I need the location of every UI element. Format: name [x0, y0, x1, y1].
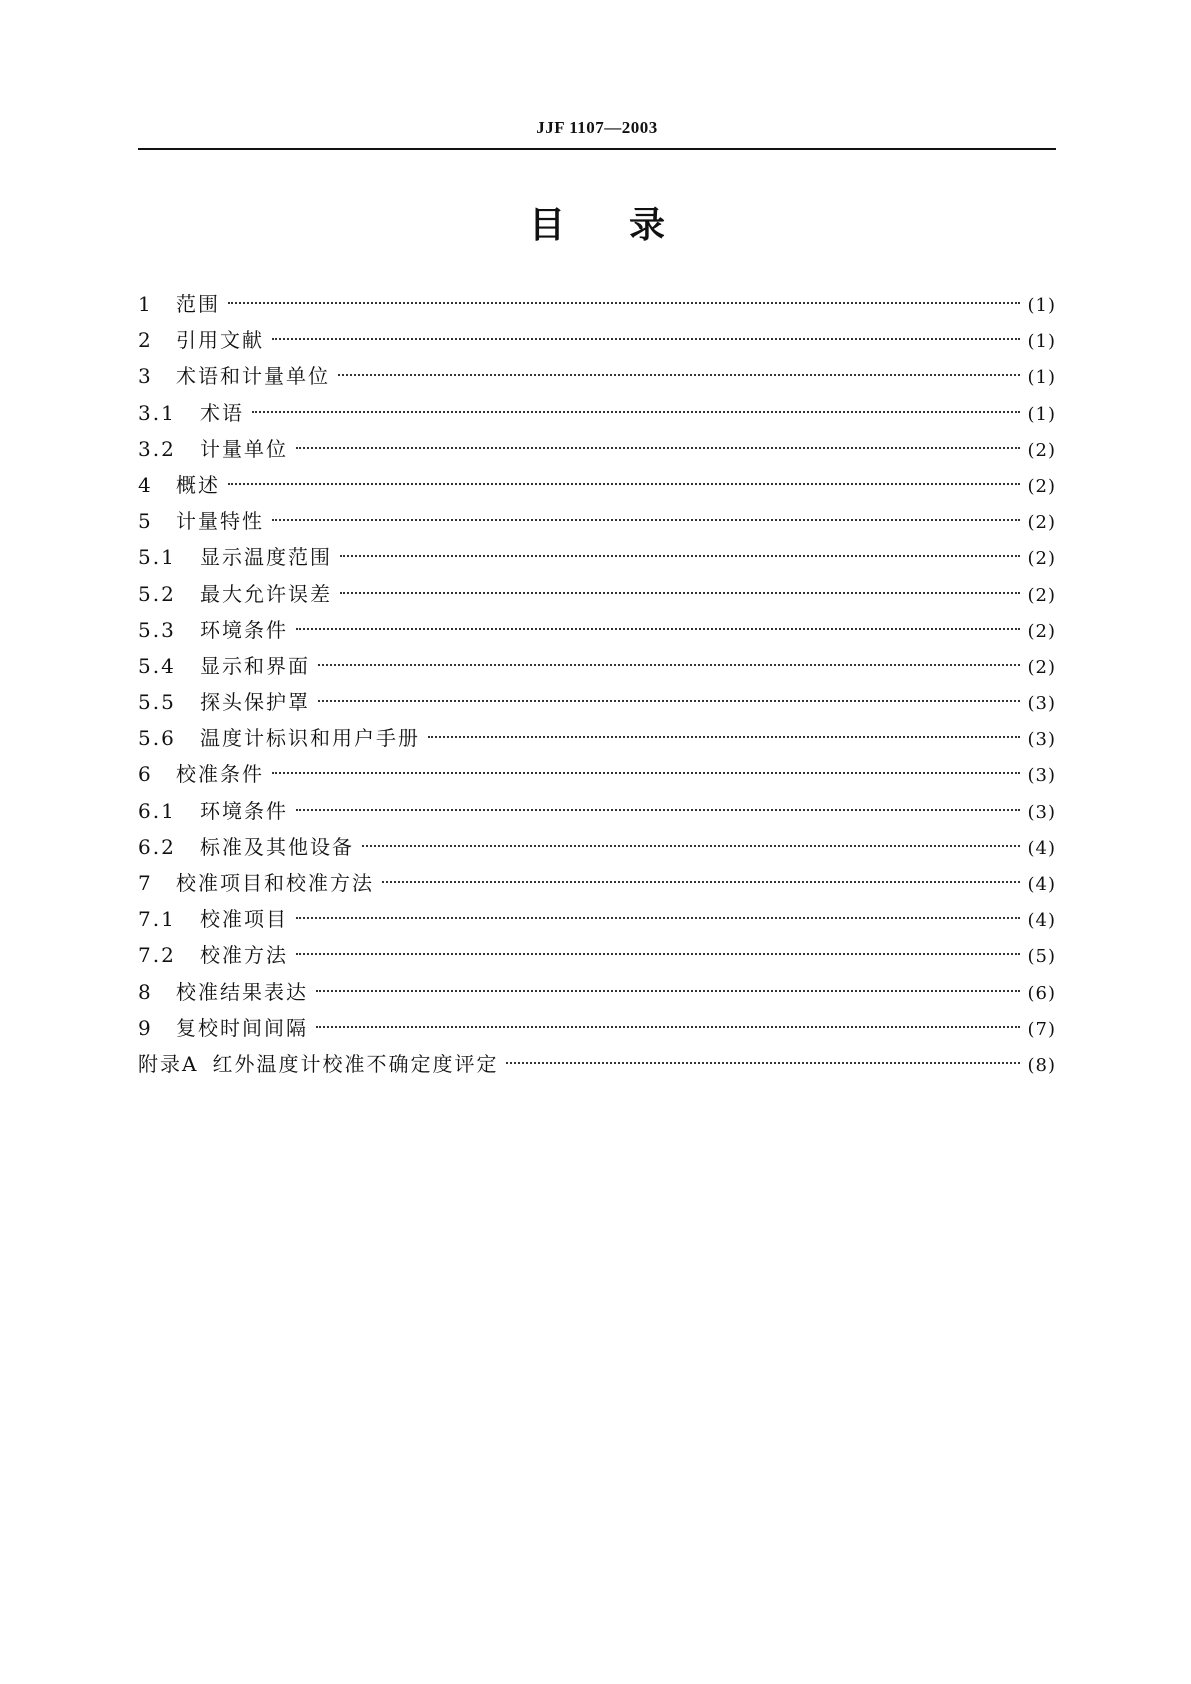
toc-entry[interactable]: [138, 618, 1056, 654]
toc-entry[interactable]: [138, 401, 1056, 437]
toc-entry-number: 3.2: [138, 436, 176, 461]
toc-entry[interactable]: [138, 690, 1056, 726]
toc-entry[interactable]: [138, 1052, 1056, 1088]
toc-dot-leader: [296, 953, 1020, 955]
toc-entry-page: (8): [1027, 1054, 1056, 1076]
toc-entry-title: 引用文献: [176, 328, 264, 353]
toc-dot-leader: [316, 990, 1020, 992]
document-code-header: JJF 1107—2003: [536, 118, 658, 137]
toc-entry-number: 6.2: [138, 834, 176, 859]
toc-entry-title: 环境条件: [200, 798, 288, 823]
toc-entry-page: (2): [1027, 475, 1056, 497]
toc-entry-title: 术语: [200, 400, 244, 425]
toc-entry-title: 温度计标识和用户手册: [200, 726, 420, 751]
toc-entry-page: (3): [1027, 729, 1056, 751]
toc-entry-number: 5.2: [138, 581, 176, 606]
toc-entry[interactable]: [138, 1016, 1056, 1052]
toc-entry-number: 3.1: [138, 400, 176, 425]
toc-dot-leader: [362, 845, 1020, 847]
toc-dot-leader: [340, 555, 1020, 557]
toc-entry-number: 7.1: [138, 907, 176, 932]
toc-entry-title: 计量特性: [176, 509, 264, 534]
toc-entry-number: 附录A: [138, 1051, 199, 1076]
toc-entry[interactable]: [138, 437, 1056, 473]
toc-dot-leader: [382, 881, 1020, 883]
toc-entry-title: 校准条件: [176, 762, 264, 787]
toc-entry-page: (2): [1027, 512, 1056, 534]
toc-entry-page: (1): [1027, 331, 1056, 353]
toc-entry-title: 最大允许误差: [200, 581, 332, 606]
toc-entry-number: 7.2: [138, 943, 176, 968]
toc-dot-leader: [338, 374, 1020, 376]
toc-entry-number: 5.6: [138, 726, 176, 751]
toc-entry-number: 2: [138, 328, 153, 353]
toc-entry[interactable]: [138, 799, 1056, 835]
toc-entry[interactable]: [138, 762, 1056, 798]
toc-entry[interactable]: [138, 943, 1056, 979]
toc-entry[interactable]: [138, 364, 1056, 400]
toc-dot-leader: [428, 736, 1020, 738]
toc-entry-page: (4): [1027, 910, 1056, 932]
toc-entry[interactable]: [138, 654, 1056, 690]
toc-entry-title: 校准结果表达: [176, 979, 308, 1004]
toc-entry-title: 环境条件: [200, 617, 288, 642]
toc-entry-page: (5): [1027, 946, 1056, 968]
toc-entry-title: 计量单位: [200, 436, 288, 461]
toc-entry-page: (4): [1027, 874, 1056, 895]
toc-entry-title: 显示和界面: [200, 653, 310, 678]
toc-entry[interactable]: [138, 871, 1056, 907]
toc-entry-number: 5.1: [138, 545, 176, 570]
toc-entry-title: 红外温度计校准不确定度评定: [212, 1051, 499, 1076]
toc-dot-leader: [272, 338, 1020, 340]
toc-entry-number: 6: [138, 762, 153, 787]
page-title: 目录: [528, 205, 729, 246]
toc-dot-leader: [272, 772, 1020, 774]
toc-entry[interactable]: [138, 907, 1056, 943]
toc-entry[interactable]: [138, 328, 1056, 364]
toc-dot-leader: [296, 809, 1020, 811]
toc-entry-page: (2): [1027, 584, 1056, 606]
toc-dot-leader: [340, 592, 1020, 594]
toc-entry-page: (6): [1027, 982, 1056, 1004]
toc-entry-number: 5: [138, 509, 153, 534]
toc-dot-leader: [318, 664, 1020, 666]
table-of-contents: [138, 292, 1056, 1088]
header-divider: [138, 148, 1056, 150]
toc-entry[interactable]: [138, 582, 1056, 618]
toc-entry-number: 9: [138, 1015, 153, 1040]
toc-entry-number: 6.1: [138, 798, 176, 823]
toc-entry-number: 5.5: [138, 690, 176, 715]
toc-dot-leader: [316, 1026, 1020, 1028]
toc-entry-title: 探头保护罩: [200, 690, 310, 715]
toc-entry-page: (1): [1027, 295, 1056, 316]
toc-dot-leader: [272, 519, 1020, 521]
toc-entry-page: (4): [1027, 837, 1056, 859]
toc-entry-number: 4: [138, 472, 153, 497]
toc-entry[interactable]: [138, 473, 1056, 509]
toc-entry-page: (3): [1027, 765, 1056, 787]
toc-entry-title: 范围: [176, 292, 220, 316]
toc-entry-page: (2): [1027, 548, 1056, 570]
toc-dot-leader: [296, 447, 1020, 449]
toc-entry[interactable]: [138, 292, 1056, 328]
toc-entry-title: 校准项目和校准方法: [176, 871, 374, 895]
toc-entry[interactable]: [138, 980, 1056, 1016]
toc-entry-number: 1: [138, 292, 153, 316]
toc-entry-title: 复校时间间隔: [176, 1015, 308, 1040]
toc-entry-number: 5.3: [138, 617, 176, 642]
toc-entry-number: 8: [138, 979, 153, 1004]
toc-dot-leader: [228, 302, 1020, 304]
toc-entry[interactable]: [138, 509, 1056, 545]
toc-entry-page: (3): [1027, 801, 1056, 823]
toc-entry-page: (7): [1027, 1018, 1056, 1040]
toc-entry-page: (1): [1027, 367, 1056, 389]
toc-entry-page: (2): [1027, 439, 1056, 461]
toc-dot-leader: [252, 411, 1020, 413]
toc-entry-page: (2): [1027, 620, 1056, 642]
toc-entry[interactable]: [138, 835, 1056, 871]
toc-dot-leader: [318, 700, 1020, 702]
toc-entry-title: 概述: [176, 472, 220, 497]
toc-entry-page: (2): [1027, 656, 1056, 678]
toc-dot-leader: [506, 1062, 1019, 1064]
toc-entry-title: 校准项目: [200, 907, 288, 932]
toc-dot-leader: [228, 483, 1020, 485]
toc-entry-number: 3: [138, 364, 153, 389]
toc-entry-number: 7: [138, 871, 153, 895]
toc-entry-title: 标准及其他设备: [200, 834, 354, 859]
toc-entry-number: 5.4: [138, 653, 176, 678]
toc-dot-leader: [296, 628, 1020, 630]
toc-entry-title: 显示温度范围: [200, 545, 332, 570]
toc-entry-title: 校准方法: [200, 943, 288, 968]
toc-dot-leader: [296, 917, 1020, 919]
toc-entry-page: (3): [1027, 693, 1056, 715]
toc-entry-page: (1): [1027, 403, 1056, 425]
toc-entry[interactable]: [138, 545, 1056, 581]
toc-entry[interactable]: [138, 726, 1056, 762]
toc-entry-title: 术语和计量单位: [176, 364, 330, 389]
